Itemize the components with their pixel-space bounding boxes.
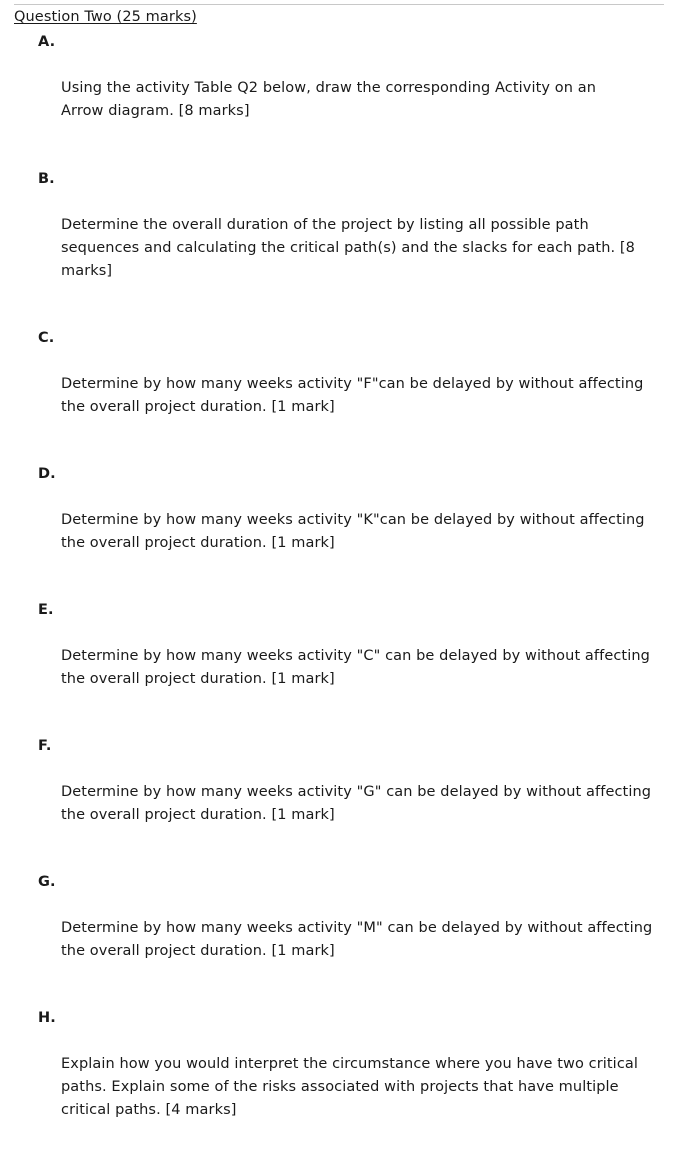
top-divider (14, 4, 664, 5)
question-a (38, 31, 658, 146)
question-text: Determine by how many weeks activity "K"can be delayed by without affecting the overall project duration. [1 mark] (61, 512, 645, 551)
question-d (38, 463, 658, 578)
question-letter: C. (38, 330, 55, 346)
question-letter: F. (38, 738, 52, 754)
question-b (38, 168, 658, 306)
question-heading: Question Two (25 marks) (14, 9, 197, 25)
question-letter: B. (38, 171, 55, 187)
question-text: Determine by how many weeks activity "F"can be delayed by without affecting the overall project duration. [1 mark] (61, 376, 644, 415)
question-letter: D. (38, 466, 56, 482)
question-c (38, 327, 658, 442)
question-text: Determine by how many weeks activity "M" can be delayed by without affecting the overall project duration. [1 mark] (61, 920, 653, 959)
question-list (38, 31, 658, 1166)
question-h (38, 1007, 658, 1145)
question-text: Determine the overall duration of the project by listing all possible path sequences and calculating the critical path(s) and the slacks for each path. [8 marks] (61, 217, 636, 279)
question-letter: G. (38, 874, 56, 890)
question-letter: A. (38, 34, 56, 50)
question-f (38, 735, 658, 850)
question-text: Using the activity Table Q2 below, draw the corresponding Activity on an Arrow diagram. [8 marks] (61, 80, 596, 119)
question-letter: H. (38, 1010, 56, 1026)
question-letter: E. (38, 602, 54, 618)
question-g (38, 871, 658, 986)
question-text: Explain how you would interpret the circumstance where you have two critical paths. Explain some of the risks associated with projects that have multiple critical paths. [4 marks] (61, 1056, 639, 1118)
question-text: Determine by how many weeks activity "G" can be delayed by without affecting the overall project duration. [1 mark] (61, 784, 652, 823)
question-e (38, 599, 658, 714)
question-text: Determine by how many weeks activity "C" can be delayed by without affecting the overall project duration. [1 mark] (61, 648, 650, 687)
